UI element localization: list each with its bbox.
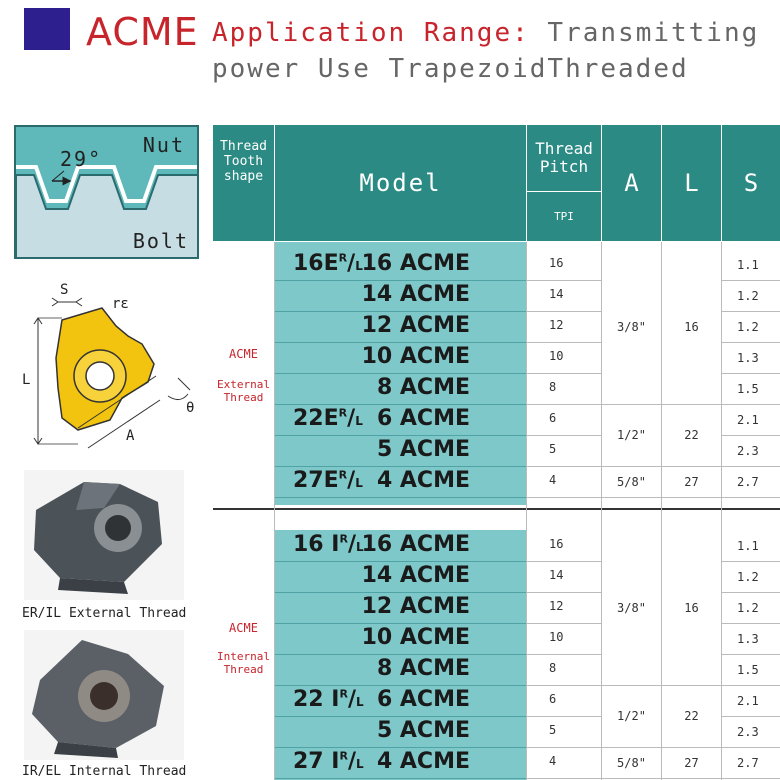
grid-line xyxy=(722,654,780,655)
model-name: 10 ACME xyxy=(361,625,470,650)
model-name: 5 ACME xyxy=(376,718,470,743)
model-name: 14 ACME xyxy=(361,282,470,307)
grid-line xyxy=(722,592,780,593)
internal-section-acme: ACME xyxy=(229,621,258,635)
grid-line xyxy=(602,778,722,779)
bolt-label: Bolt xyxy=(132,229,189,253)
internal-model-row xyxy=(275,624,526,655)
grid-line xyxy=(722,373,780,374)
external-s-value: 1.3 xyxy=(737,351,759,365)
grid-line xyxy=(527,592,601,593)
model-prefix: $27E^R/L$ xyxy=(293,468,363,493)
external-model-row xyxy=(275,343,526,374)
grid-line xyxy=(722,342,780,343)
external-a-value: 3/8" xyxy=(617,319,646,334)
grid-line xyxy=(722,497,780,498)
internal-tpi-value: 10 xyxy=(549,630,564,644)
header-a: A xyxy=(602,125,661,241)
model-prefix: 22 $I^R/L$ xyxy=(293,687,364,712)
color-swatch xyxy=(24,8,70,50)
internal-l-value: 27 xyxy=(684,755,699,770)
dimension-a-label: A xyxy=(126,428,135,444)
application-range-text-2: power Use TrapezoidThreaded xyxy=(212,54,689,84)
hand-sub: L xyxy=(356,757,364,771)
external-model-row xyxy=(275,281,526,312)
internal-model-row xyxy=(275,686,526,717)
external-s-value: 2.3 xyxy=(737,444,759,458)
internal-thread-caption: IR/EL Internal Thread xyxy=(22,764,187,779)
hand-sub: L xyxy=(356,540,364,554)
grid-line xyxy=(602,404,722,405)
internal-tpi-value: 12 xyxy=(549,599,564,613)
grid-line xyxy=(527,685,601,686)
application-range-text-1: Transmitting xyxy=(547,18,760,48)
hand-sub: L xyxy=(355,414,363,428)
internal-s-value: 2.7 xyxy=(737,756,759,770)
external-l-value: 22 xyxy=(684,428,699,442)
grid-line xyxy=(722,685,780,686)
external-tpi-value: 10 xyxy=(549,349,564,363)
header-tpi: TPI xyxy=(527,192,601,241)
hand-sup: R xyxy=(338,468,348,482)
grid-line xyxy=(527,778,601,779)
internal-model-row xyxy=(275,748,526,779)
grid-line xyxy=(602,497,722,498)
grid-line xyxy=(527,654,601,655)
external-tpi-value: 14 xyxy=(549,287,564,301)
internal-tpi-value: 8 xyxy=(549,661,557,675)
internal-l-value: 16 xyxy=(684,600,699,615)
internal-s-value: 1.5 xyxy=(737,663,759,677)
model-name: 6 ACME xyxy=(376,406,470,431)
dimension-theta-label: θ xyxy=(186,400,195,416)
internal-l-value: 22 xyxy=(684,709,699,723)
model-prefix: 16 $I^R/L$ xyxy=(293,532,364,557)
external-model-row xyxy=(275,250,526,281)
grid-line xyxy=(527,280,601,281)
external-tpi-value: 6 xyxy=(549,411,557,425)
external-tpi-value: 16 xyxy=(549,256,564,270)
internal-a-value: 3/8" xyxy=(617,600,646,615)
grid-line xyxy=(602,747,722,748)
grid-line xyxy=(527,342,601,343)
hand-sup: R xyxy=(338,251,348,265)
grid-line xyxy=(602,685,722,686)
grid-line xyxy=(527,466,601,467)
section-divider xyxy=(213,508,780,510)
hand-sub: L xyxy=(355,259,363,273)
grid-line xyxy=(722,623,780,624)
angle-label: 29° xyxy=(60,147,103,171)
grid-line xyxy=(602,466,722,467)
grid-line xyxy=(722,280,780,281)
hand-sub: L xyxy=(356,695,364,709)
internal-s-value: 1.1 xyxy=(737,539,759,553)
grid-line xyxy=(722,716,780,717)
external-s-value: 1.2 xyxy=(737,289,759,303)
model-name: 6 ACME xyxy=(376,687,470,712)
internal-tpi-value: 16 xyxy=(549,537,564,551)
model-name: 10 ACME xyxy=(361,344,470,369)
hand-sup: R xyxy=(339,532,348,546)
model-name: 4 ACME xyxy=(376,468,470,493)
grid-line xyxy=(526,242,527,780)
model-name: 4 ACME xyxy=(376,749,470,774)
grid-line xyxy=(722,404,780,405)
internal-a-value: 1/2" xyxy=(617,709,646,723)
external-insert-photo xyxy=(24,470,184,600)
model-name: 12 ACME xyxy=(361,313,470,338)
internal-s-value: 1.3 xyxy=(737,632,759,646)
thread-profile-diagram xyxy=(14,125,199,259)
model-name: 14 ACME xyxy=(361,563,470,588)
page-title: ACME xyxy=(86,10,199,54)
external-model-row xyxy=(275,467,526,498)
grid-line xyxy=(722,435,780,436)
grid-line xyxy=(527,404,601,405)
model-prefix: $16E^R/L$ xyxy=(293,251,363,276)
dimension-l-label: L xyxy=(22,372,31,388)
internal-s-value: 2.3 xyxy=(737,725,759,739)
model-prefix: $22E^R/L$ xyxy=(293,406,363,431)
external-s-value: 1.1 xyxy=(737,258,759,272)
external-model-row xyxy=(275,312,526,343)
header-s: S xyxy=(722,125,780,241)
external-section-type: External Thread xyxy=(217,378,270,404)
internal-insert-photo xyxy=(24,630,184,760)
hand-sup: R xyxy=(339,749,348,763)
external-tpi-value: 5 xyxy=(549,442,557,456)
external-tpi-value: 4 xyxy=(549,473,557,487)
internal-model-row xyxy=(275,562,526,593)
grid-line xyxy=(721,242,722,780)
hand-sup: R xyxy=(338,406,348,420)
external-thread-caption: ER/IL External Thread xyxy=(22,606,187,621)
grid-line xyxy=(527,373,601,374)
dimension-re-label: rε xyxy=(112,296,129,312)
grid-line xyxy=(527,716,601,717)
header-model: Model xyxy=(275,125,526,241)
internal-a-value: 5/8" xyxy=(617,755,646,770)
grid-line xyxy=(722,311,780,312)
header-thread-pitch: Thread Pitch xyxy=(527,125,601,191)
grid-line xyxy=(722,778,780,779)
internal-tpi-value: 5 xyxy=(549,723,557,737)
internal-model-row xyxy=(275,531,526,562)
internal-s-value: 2.1 xyxy=(737,694,759,708)
external-section-acme: ACME xyxy=(229,347,258,361)
external-model-row xyxy=(275,436,526,467)
internal-s-value: 1.2 xyxy=(737,601,759,615)
internal-model-row xyxy=(275,655,526,686)
model-name: 16 ACME xyxy=(361,251,470,276)
model-name: 5 ACME xyxy=(376,437,470,462)
external-l-value: 16 xyxy=(684,319,699,334)
external-tpi-value: 8 xyxy=(549,380,557,394)
internal-s-value: 1.2 xyxy=(737,570,759,584)
external-s-value: 1.5 xyxy=(737,382,759,396)
grid-line xyxy=(527,561,601,562)
external-s-value: 1.2 xyxy=(737,320,759,334)
internal-tpi-value: 4 xyxy=(549,754,557,768)
internal-model-row xyxy=(275,593,526,624)
hand-sub: L xyxy=(355,476,363,490)
model-prefix: 27 $I^R/L$ xyxy=(293,749,364,774)
external-a-value: 1/2" xyxy=(617,428,646,442)
grid-line xyxy=(722,466,780,467)
grid-line xyxy=(722,747,780,748)
model-name: 8 ACME xyxy=(376,375,470,400)
model-name: 12 ACME xyxy=(361,594,470,619)
external-s-value: 2.1 xyxy=(737,413,759,427)
nut-label: Nut xyxy=(142,133,185,157)
external-model-row xyxy=(275,405,526,436)
header-l: L xyxy=(662,125,721,241)
grid-line xyxy=(527,623,601,624)
external-s-value: 2.7 xyxy=(737,475,759,489)
dimension-s-label: S xyxy=(60,282,69,298)
application-range-line-1 xyxy=(212,18,759,48)
model-name: 8 ACME xyxy=(376,656,470,681)
external-tpi-value: 12 xyxy=(549,318,564,332)
external-l-value: 27 xyxy=(684,474,699,489)
header-thread-tooth-shape: Thread Tooth shape xyxy=(213,125,274,241)
grid-line xyxy=(527,311,601,312)
external-a-value: 5/8" xyxy=(617,474,646,489)
grid-line xyxy=(527,435,601,436)
grid-line xyxy=(527,747,601,748)
grid-line xyxy=(527,497,601,498)
internal-tpi-value: 6 xyxy=(549,692,557,706)
grid-line xyxy=(722,561,780,562)
internal-model-row xyxy=(275,717,526,748)
internal-section-type: Internal Thread xyxy=(217,650,270,676)
external-model-row xyxy=(275,374,526,405)
application-range-label: Application Range: xyxy=(212,18,530,48)
hand-sup: R xyxy=(339,687,348,701)
internal-tpi-value: 14 xyxy=(549,568,564,582)
model-name: 16 ACME xyxy=(361,532,470,557)
